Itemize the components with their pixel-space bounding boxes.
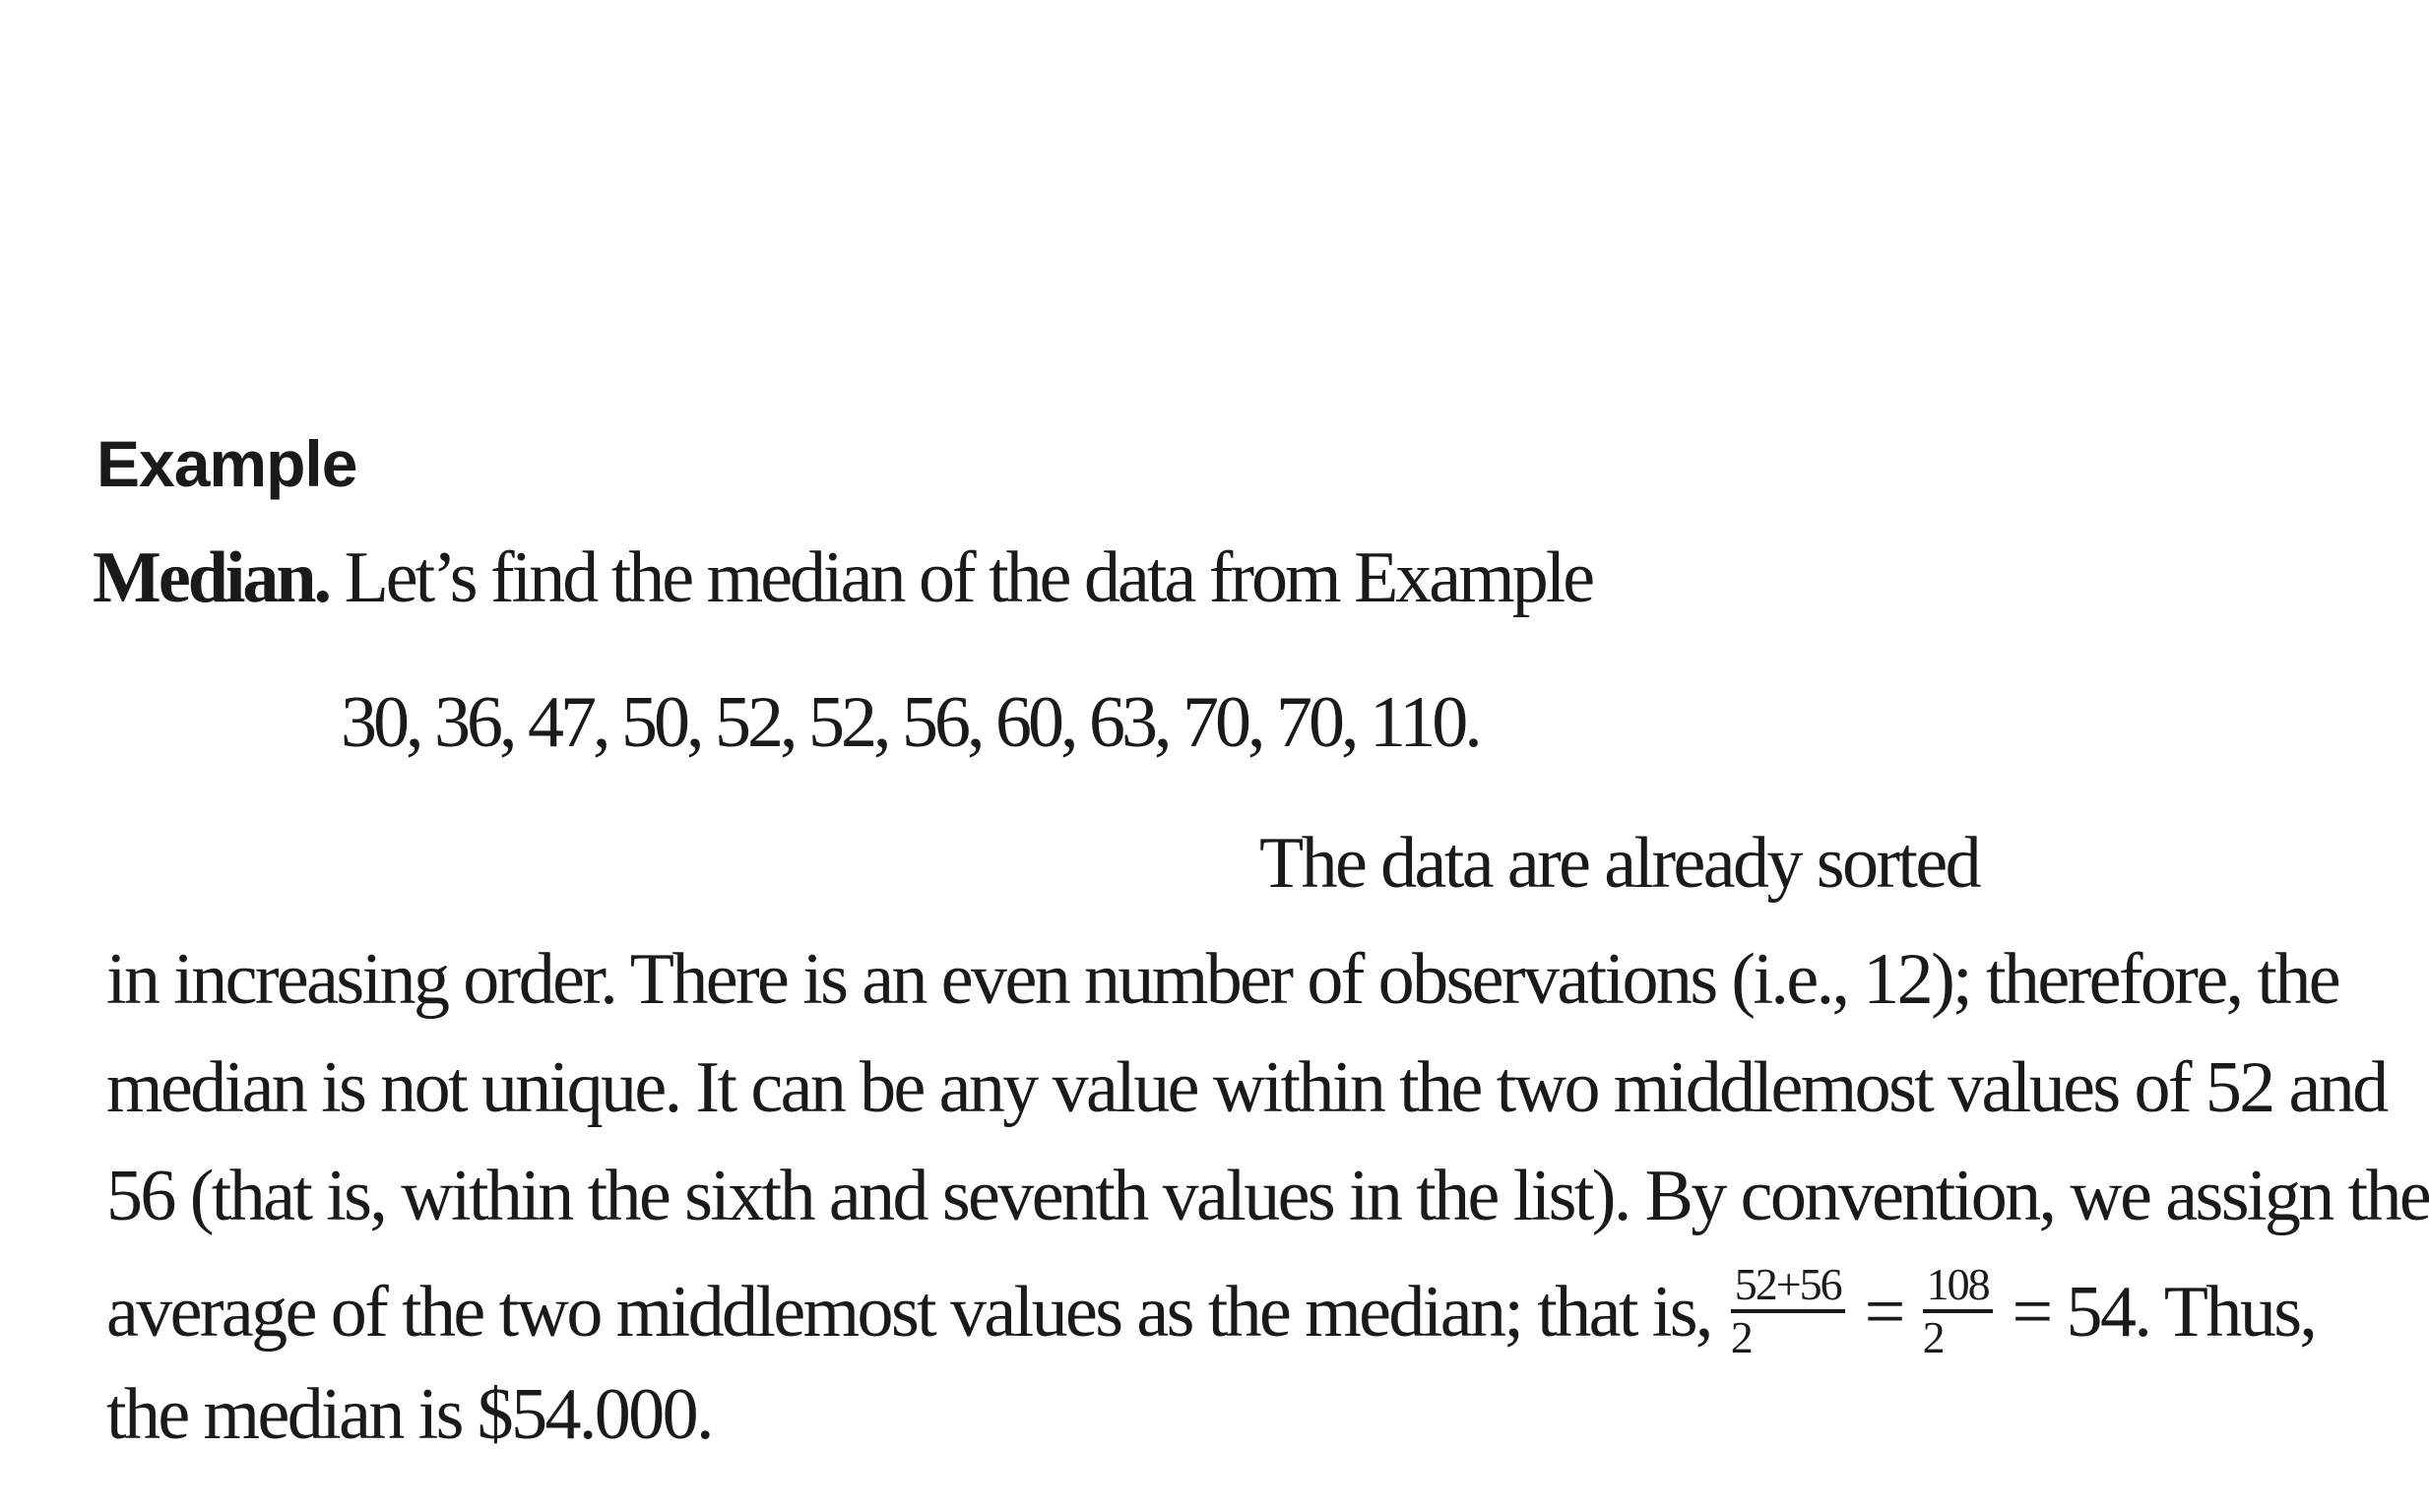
paragraph-line-3: median is not unique. It can be any value within the two middlemost values of 52 and [106,1047,2387,1128]
paragraph-line-1: The data are already sorted [1258,823,1979,904]
fraction-total [1922,1259,1993,1362]
median-label: Median. [93,537,330,618]
result-text: = 54. Thus, [2012,1271,2316,1353]
paragraph-line-2: in increasing order. There is an even number of observations (i.e., 12); therefore, the [106,939,2339,1020]
intro-text: Let’s find the median of the data from Example [329,537,1593,618]
fraction-sum-numerator: 52+56 [1731,1262,1845,1313]
intro-line [93,537,1593,618]
paragraph-line-6: the median is $54.000. [106,1374,712,1455]
line-5-text: average of the two middlemost values as the median; that is, [106,1271,1711,1353]
equals-sign: = [1864,1271,1903,1353]
paragraph-line-4: 56 (that is, within the sixth and seventh values in the list). By convention, we assign the [106,1156,2429,1236]
fraction-total-numerator: 108 [1923,1262,1993,1313]
example-heading: Example [96,427,357,500]
fraction-sum-denominator: 2 [1730,1312,1752,1362]
fraction-total-denominator: 2 [1922,1312,1944,1362]
data-list: 30, 36, 47, 50, 52, 52, 56, 60, 63, 70, 70, 110. [341,682,1479,763]
fraction-sum [1730,1259,1845,1362]
paragraph-line-5 [106,1259,2316,1368]
